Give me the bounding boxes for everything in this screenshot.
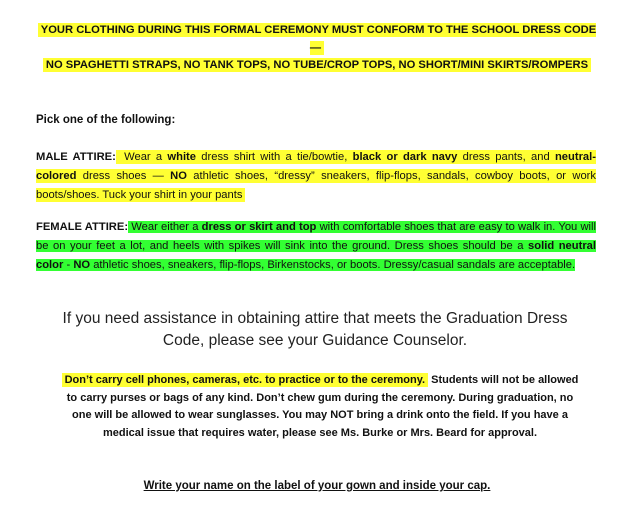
male-attire-text bbox=[36, 150, 596, 202]
dress-code-line-2: NO SPAGHETTI STRAPS, NO TANK TOPS, NO TUBE/CROP TOPS, NO SHORT/MINI SKIRTS/ROMPERS bbox=[43, 58, 591, 72]
pick-one-label: Pick one of the following: bbox=[36, 114, 176, 126]
male-bold-4: NO bbox=[170, 170, 187, 182]
dress-code-heading bbox=[36, 22, 598, 75]
female-text-4: athletic shoes, sneakers, flip-flops, Birkenstocks, or boots. Dressy/casual sandals are acceptable. bbox=[90, 259, 576, 271]
phones-cameras-rule: Don’t carry cell phones, cameras, etc. to practice or to the ceremony. bbox=[62, 373, 428, 387]
name-on-gown-instruction: Write your name on the label of your gown and inside your cap. bbox=[143, 480, 491, 492]
male-bold-2: black or dark navy bbox=[352, 151, 458, 163]
male-attire-label: MALE ATTIRE: bbox=[36, 151, 116, 163]
dress-code-line-1: YOUR CLOTHING DURING THIS FORMAL CEREMONY MUST CONFORM TO THE SCHOOL DRESS CODE — bbox=[38, 23, 596, 55]
female-text-3: - bbox=[63, 259, 74, 271]
female-bold-1: dress or skirt and top bbox=[201, 221, 317, 233]
ceremony-rules bbox=[56, 372, 584, 442]
male-text-1: Wear a bbox=[118, 151, 168, 163]
male-bold-1: white bbox=[167, 151, 196, 163]
female-bold-3: NO bbox=[73, 259, 91, 271]
guidance-counselor-note: If you need assistance in obtaining attire that meets the Graduation Dress Code, please see your Guidance Counselor. bbox=[62, 310, 568, 349]
male-text-3: dress pants, and bbox=[457, 151, 555, 163]
ceremony-rules-text: Students will not be allowed to carry purses or bags of any kind. Don’t chew gum during the ceremony. During graduation, no one will be allowed to wear sunglasses. You may NOT bring a drink onto the field. If you have a medical issue that requires water, please see Ms. Burke or Mrs. Beard for approval. bbox=[66, 374, 579, 439]
female-attire-paragraph bbox=[36, 218, 596, 275]
female-attire-label: FEMALE ATTIRE: bbox=[36, 221, 129, 233]
male-text-2: dress shirt with a tie/bowtie, bbox=[196, 151, 353, 163]
male-attire-paragraph bbox=[36, 148, 596, 205]
female-text-1: Wear either a bbox=[128, 221, 202, 233]
male-text-4: dress shoes — bbox=[76, 170, 171, 182]
male-bold-3: neutral-colored bbox=[36, 151, 596, 182]
female-bold-2: solid neutral color bbox=[36, 240, 596, 271]
female-text-2: with comfortable shoes that are easy to walk in. You will be on your feet a lot, and heels with spikes will sink into the ground. Dress shoes should be a bbox=[36, 221, 597, 252]
male-text-5: athletic shoes, “dressy” sneakers, flip-flops, sandals, cowboy boots, or work boots/shoes. Tuck your shirt in your pants bbox=[36, 170, 596, 201]
